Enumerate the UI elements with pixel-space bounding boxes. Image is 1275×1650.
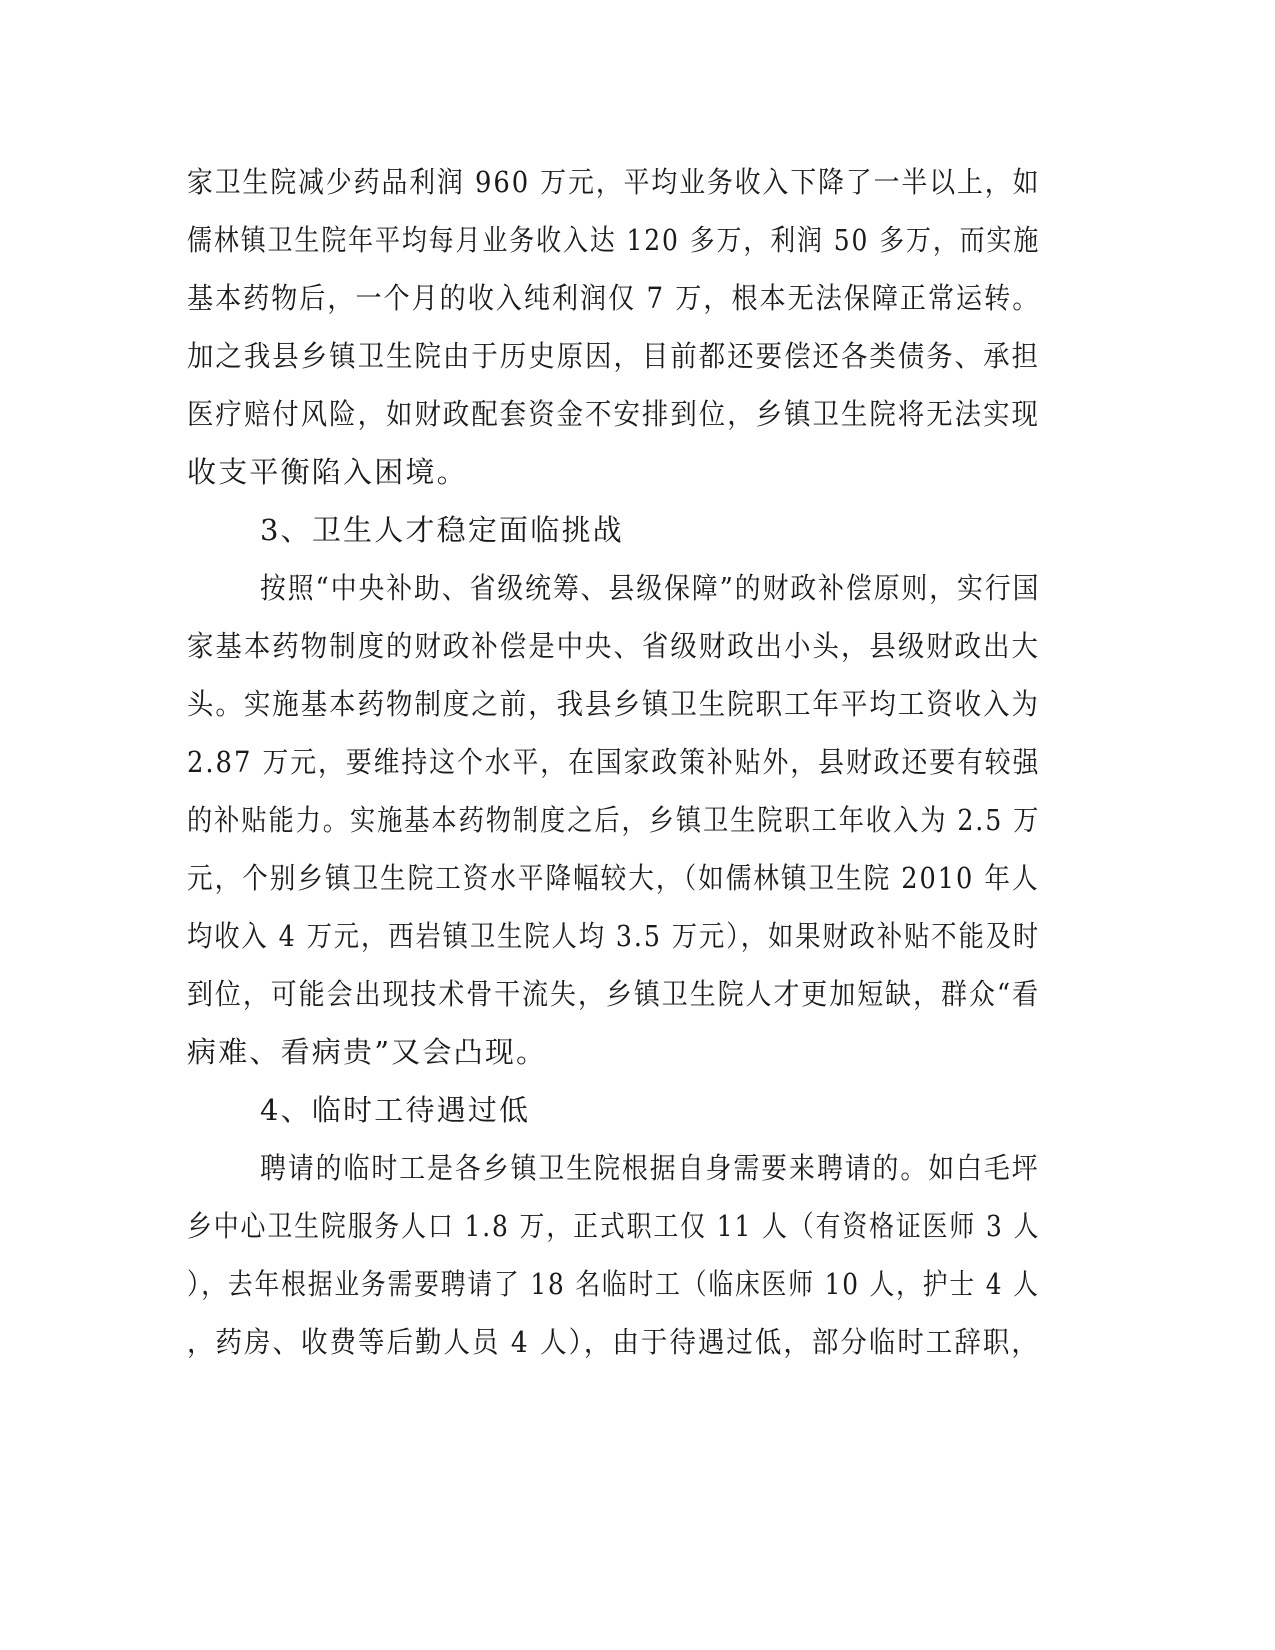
text-line: 收支平衡陷入困境。 [187, 455, 468, 489]
section-heading: 4、临时工待遇过低 [260, 1093, 531, 1127]
section-heading: 3、卫生人才稳定面临挑战 [260, 513, 624, 547]
text-line: 家卫生院减少药品利润 960 万元，平均业务收入下降了一半以上，如 [187, 165, 1041, 199]
paragraph-start-line: 聘请的临时工是各乡镇卫生院根据自身需要来聘请的。如白毛坪 [260, 1151, 1040, 1185]
text-line: 2.87 万元，要维持这个水平，在国家政策补贴外，县财政还要有较强 [187, 745, 1041, 779]
text-line: 病难、看病贵”又会凸现。 [187, 1035, 548, 1069]
text-line: 加之我县乡镇卫生院由于历史原因，目前都还要偿还各类债务、承担 [187, 339, 1040, 373]
text-line: 家基本药物制度的财政补偿是中央、省级财政出小头，县级财政出大 [187, 629, 1040, 663]
text-line: 乡中心卫生院服务人口 1.8 万，正式职工仅 11 人（有资格证医师 3 人 [187, 1209, 1041, 1243]
paragraph-start-line: 按照“中央补助、省级统筹、县级保障”的财政补偿原则，实行国 [260, 571, 1041, 605]
text-line: 的补贴能力。实施基本药物制度之后，乡镇卫生院职工年收入为 2.5 万 [187, 803, 1041, 837]
text-line: 医疗赔付风险，如财政配套资金不安排到位，乡镇卫生院将无法实现 [187, 397, 1040, 431]
text-line: ，药房、收费等后勤人员 4 人），由于待遇过低，部分临时工辞职， [187, 1325, 1040, 1359]
text-line: 儒林镇卫生院年平均每月业务收入达 120 多万，利润 50 多万，而实施 [187, 223, 1041, 257]
text-line: ），去年根据业务需要聘请了 18 名临时工（临床医师 10 人，护士 4 人 [187, 1267, 1040, 1301]
text-line: 基本药物后，一个月的收入纯利润仅 7 万，根本无法保障正常运转。 [187, 281, 1041, 315]
text-line: 元，个别乡镇卫生院工资水平降幅较大，（如儒林镇卫生院 2010 年人 [187, 861, 1040, 895]
text-line: 到位，可能会出现技术骨干流失，乡镇卫生院人才更加短缺，群众“看 [187, 977, 1041, 1011]
text-line: 头。实施基本药物制度之前，我县乡镇卫生院职工年平均工资收入为 [187, 687, 1040, 721]
text-line: 均收入 4 万元，西岩镇卫生院人均 3.5 万元），如果财政补贴不能及时 [187, 919, 1041, 953]
